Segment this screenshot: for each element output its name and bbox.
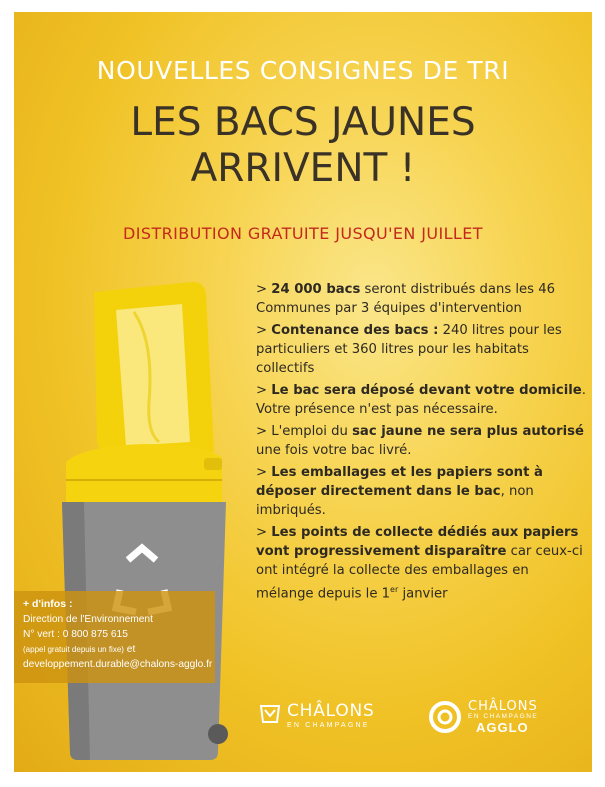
bullet-item: > Les emballages et les papiers sont à déposer directement dans le bac, non imbriqués.: [256, 465, 543, 518]
bullet-item: > Le bac sera déposé devant votre domicile. Votre présence n'est pas nécessaire.: [256, 383, 586, 417]
chalons-ville-logo: [259, 700, 389, 736]
distribution-subhead: DISTRIBUTION GRATUITE JUSQU'EN JUILLET: [123, 224, 483, 243]
logo-ville-sub: EN CHAMPAGNE: [287, 722, 370, 729]
poster: [14, 12, 592, 772]
info-phone: N° vert : 0 800 875 615: [23, 629, 128, 640]
contact-info-box: [14, 591, 215, 683]
headline-line-1: LES BACS JAUNES: [130, 100, 476, 145]
city-crest-icon: [259, 702, 281, 724]
bullet-item: > Les points de collecte dédiés aux papiers vont progressivement disparaître car ceux-ci ont intégré la collecte des emballages en mélange depuis le 1er janvier: [256, 525, 583, 602]
logo-agglo-name: CHÂLONS: [468, 699, 538, 714]
headline: [14, 100, 592, 192]
logo-agglo-sub: EN CHAMPAGNE: [468, 713, 539, 720]
info-heading: + d'infos :: [23, 598, 73, 610]
info-bullets: [256, 280, 586, 606]
headline-line-2: ARRIVENT !: [190, 146, 416, 191]
agglo-swirl-icon: [428, 700, 462, 734]
logo-agglo-word: AGGLO: [476, 720, 529, 735]
yellow-bin-illustration: [54, 282, 234, 767]
info-department: Direction de l'Environnement: [23, 614, 153, 625]
chalons-agglo-logo: [428, 698, 568, 738]
bullet-item: > L'emploi du sac jaune ne sera plus autorisé une fois votre bac livré.: [256, 424, 584, 458]
bullet-item: > 24 000 bacs seront distribués dans les 46 Communes par 3 équipes d'intervention: [256, 282, 556, 316]
info-email: developpement.durable@chalons-agglo.fr: [23, 659, 213, 670]
kicker-title: NOUVELLES CONSIGNES DE TRI: [96, 56, 510, 85]
info-note: (appel gratuit depuis un fixe) et: [23, 644, 136, 655]
bullet-item: > Contenance des bacs : 240 litres pour les particuliers et 360 litres pour les habitats collectifs: [256, 323, 562, 376]
logo-ville-name: CHÂLONS: [287, 701, 375, 721]
